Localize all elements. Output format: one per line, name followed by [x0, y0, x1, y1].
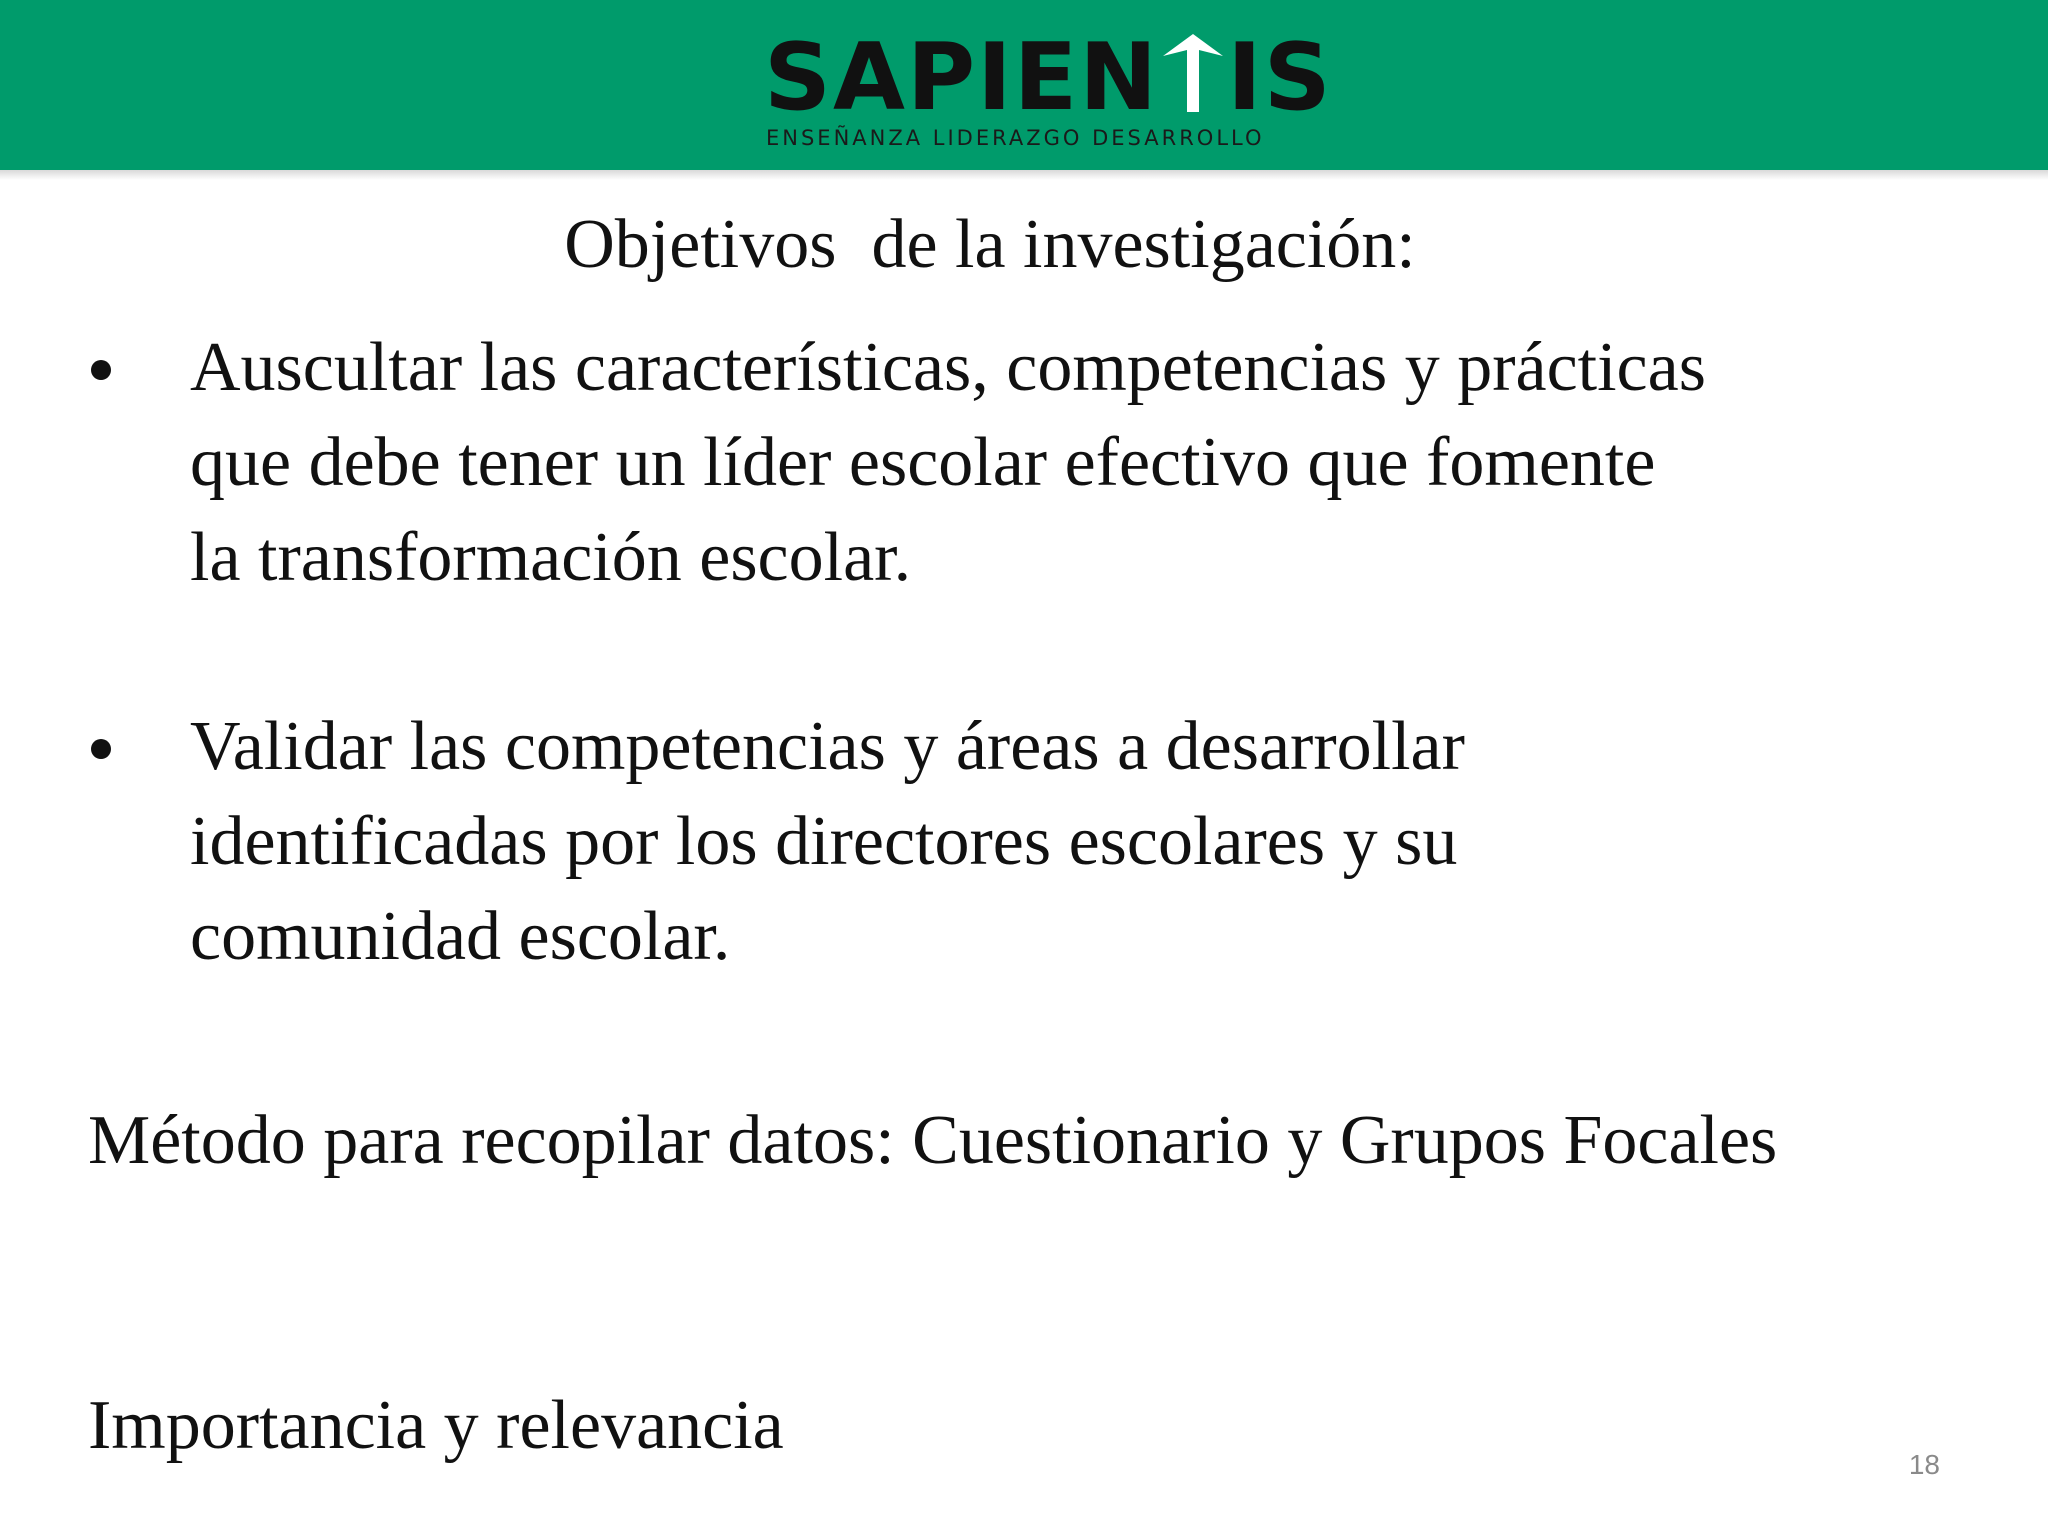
logo-wordmark: [764, 23, 1333, 131]
importance-heading: Importancia y relevancia: [88, 1387, 784, 1464]
objective-item: [0, 699, 2048, 984]
bullet-dot-icon: [91, 360, 111, 380]
page-number: 18: [1908, 1449, 1940, 1480]
sapientis-logo: [764, 23, 1333, 160]
data-collection-method: Método para recopilar datos: Cuestionario y Grupos Focales: [88, 1102, 1778, 1179]
objectives-list: [0, 320, 2048, 984]
logo-word-end: IS: [1227, 23, 1333, 131]
header-shadow: [0, 170, 2048, 180]
bullet-dot-icon: [91, 739, 111, 759]
logo-tagline: ENSEÑANZA LIDERAZGO DESARROLLO: [766, 126, 1265, 150]
slide-title: Objetivos de la investigación:: [564, 206, 1416, 283]
objective-item: [0, 320, 2048, 605]
arrow-up-icon: [1163, 34, 1223, 112]
objective-text: Validar las competencias y áreas a desarrollar identificadas por los directores escolares y su comunidad escolar.: [190, 708, 1465, 975]
logo-word-start: SAPIEN: [764, 23, 1160, 131]
objective-text: Auscultar las características, competencias y prácticas que debe tener un líder escolar efectivo que fomente la transformación escolar.: [190, 329, 1706, 596]
